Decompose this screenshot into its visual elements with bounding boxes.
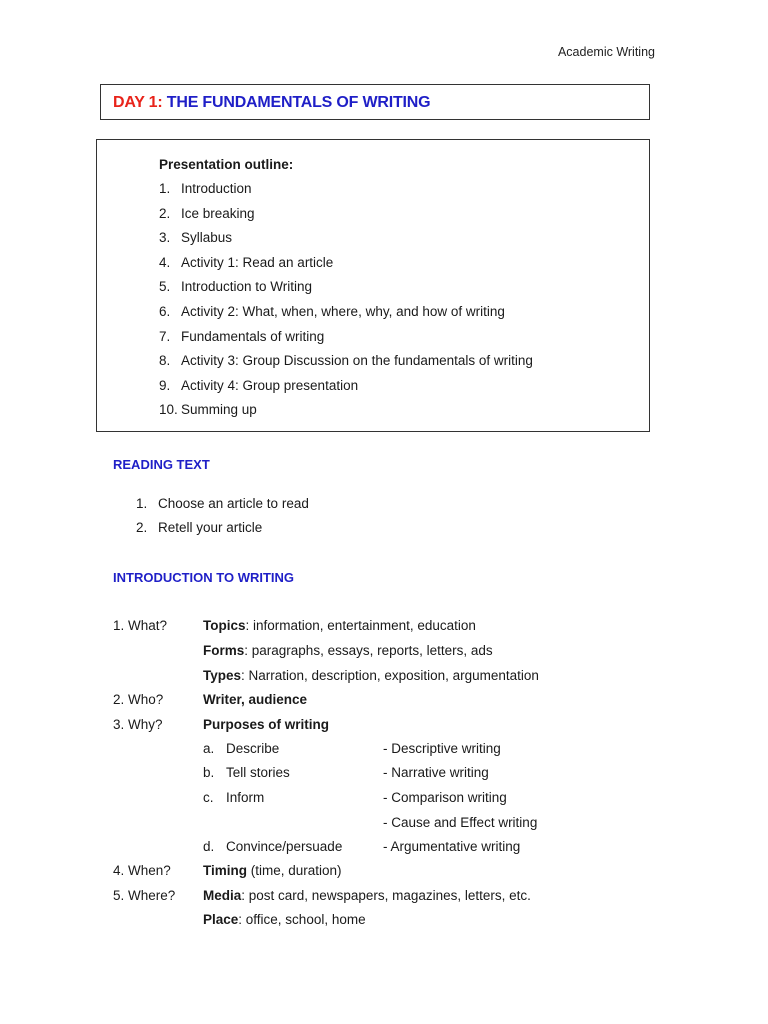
types-line (203, 668, 539, 684)
what-question: 1. What? (113, 618, 168, 633)
outline-item-number: 10. (159, 402, 178, 418)
reading-list (136, 496, 309, 544)
media-line (203, 888, 531, 904)
forms-line (203, 643, 493, 659)
purpose-text: Describe (226, 741, 280, 756)
reading-item-text: Choose an article to read (158, 496, 309, 511)
outline-item (159, 279, 533, 304)
outline-item-text: Syllabus (181, 230, 233, 246)
purpose-item (203, 839, 342, 855)
page-title (113, 94, 430, 112)
reading-heading: READING TEXT (113, 457, 210, 472)
when-question: 4. When? (113, 863, 171, 878)
topics-line (203, 618, 476, 634)
who-line (203, 692, 307, 708)
outline-item (159, 230, 533, 255)
title-box (100, 84, 650, 120)
outline-box (96, 139, 650, 432)
outline-item (159, 304, 533, 329)
outline-item (159, 255, 533, 280)
outline-item (159, 353, 533, 378)
purpose-type: - Cause and Effect writing (383, 815, 538, 830)
outline-item-number: 3. (159, 230, 171, 246)
outline-item (159, 329, 533, 354)
topics-text: : information, entertainment, education (245, 618, 476, 633)
media-text: : post card, newspapers, magazines, letters, etc. (241, 888, 531, 903)
reading-item-number: 2. (136, 520, 148, 535)
outline-item-text: Activity 1: Read an article (181, 254, 334, 270)
outline-item-text: Activity 4: Group presentation (181, 377, 359, 393)
outline-item (159, 206, 533, 231)
intro-heading: INTRODUCTION TO WRITING (113, 570, 295, 585)
who-question: 2. Who? (113, 692, 164, 707)
purpose-letter: a. (203, 741, 215, 756)
purpose-item (203, 765, 290, 781)
outline-item-text: Introduction (181, 181, 252, 196)
outline-item-text: Fundamentals of writing (181, 328, 325, 344)
topics-label: Topics (203, 618, 246, 633)
outline-list (159, 181, 533, 427)
outline-item-number: 5. (159, 279, 171, 295)
outline-item-number: 4. (159, 254, 171, 270)
forms-text: : paragraphs, essays, reports, letters, ads (244, 643, 493, 658)
outline-item-number: 1. (159, 181, 171, 196)
reading-item-number: 1. (136, 496, 148, 511)
types-label: Types (203, 668, 242, 683)
media-label: Media (203, 888, 242, 903)
when-label: Timing (203, 863, 248, 878)
purpose-type: - Argumentative writing (383, 839, 521, 854)
reading-item (136, 496, 309, 520)
purpose-letter: c. (203, 790, 214, 805)
outline-item-number: 9. (159, 377, 171, 393)
purpose-text: Tell stories (226, 765, 290, 780)
purpose-type: - Narrative writing (383, 765, 489, 780)
purpose-letter: b. (203, 765, 215, 780)
why-question: 3. Why? (113, 717, 163, 732)
where-question: 5. Where? (113, 888, 176, 903)
why-label: Purposes of writing (203, 717, 330, 732)
outline-item-text: Activity 2: What, when, where, why, and how of writing (181, 303, 505, 319)
place-text: : office, school, home (238, 912, 366, 927)
purpose-item (203, 790, 264, 806)
outline-item (159, 181, 533, 206)
reading-item (136, 520, 309, 544)
outline-item-text: Ice breaking (181, 205, 255, 221)
reading-item-text: Retell your article (158, 520, 263, 535)
running-header: Academic Writing (557, 45, 655, 59)
title-day: DAY 1 (113, 94, 158, 111)
why-line (203, 717, 329, 733)
outline-item-number: 6. (159, 303, 171, 319)
outline-item-text: Introduction to Writing (181, 279, 313, 295)
title-colon: : (157, 94, 163, 111)
place-label: Place (203, 912, 239, 927)
outline-item-number: 8. (159, 353, 171, 369)
outline-item (159, 402, 533, 427)
forms-label: Forms (203, 643, 245, 658)
when-line (203, 863, 342, 879)
purpose-text: Convince/persuade (226, 839, 343, 854)
purpose-item (203, 741, 279, 757)
who-label: Writer, audience (203, 692, 308, 707)
outline-item-text: Activity 3: Group Discussion on the fundamentals of writing (181, 353, 533, 369)
purpose-type: - Descriptive writing (383, 741, 501, 756)
purpose-type: - Comparison writing (383, 790, 507, 805)
title-main: THE FUNDAMENTALS OF WRITING (166, 94, 431, 111)
purpose-text: Inform (226, 790, 265, 805)
outline-item-number: 2. (159, 205, 171, 221)
outline-item-text: Summing up (181, 402, 257, 418)
place-line (203, 912, 366, 928)
purpose-letter: d. (203, 839, 215, 854)
when-text: (time, duration) (247, 863, 342, 878)
outline-item-number: 7. (159, 328, 171, 344)
outline-item (159, 378, 533, 403)
types-text: : Narration, description, exposition, argumentation (241, 668, 539, 683)
outline-heading: Presentation outline: (159, 157, 294, 172)
